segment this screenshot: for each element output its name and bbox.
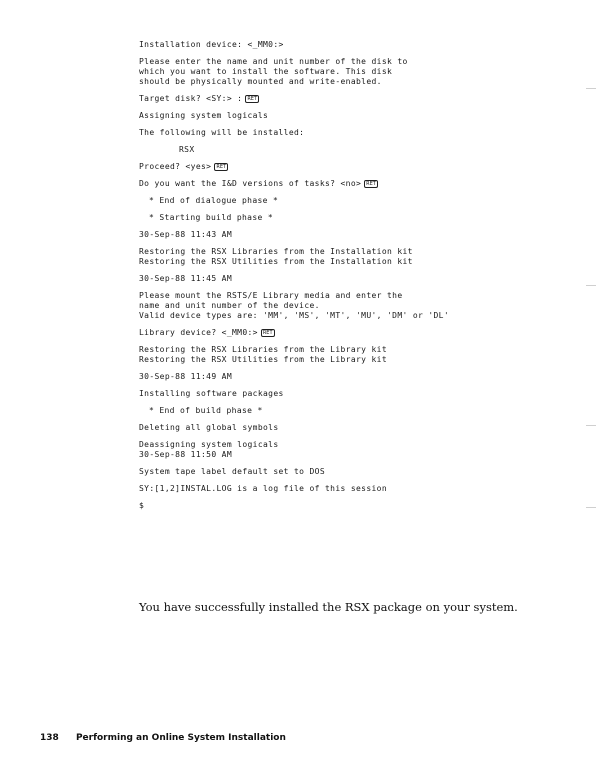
terminal-line-text: * End of build phase *: [149, 406, 263, 415]
terminal-line: [139, 389, 559, 399]
terminal-line: [139, 57, 559, 67]
terminal-line: [139, 291, 559, 301]
line-gap: [139, 206, 559, 213]
terminal-line: [139, 230, 559, 240]
terminal-line-text: Please mount the RSTS/E Library media and enter the: [139, 291, 403, 300]
terminal-line-text: Proceed? <yes>: [139, 162, 212, 171]
terminal-line-text: Installation device: <_MM0:>: [139, 40, 284, 49]
line-gap: [139, 138, 559, 145]
terminal-line: [139, 257, 559, 267]
terminal-line-text: RSX: [179, 145, 195, 154]
terminal-line: [139, 196, 559, 206]
line-gap: [139, 50, 559, 57]
terminal-line-text: The following will be installed:: [139, 128, 305, 137]
terminal-line: [139, 111, 559, 121]
terminal-line: [139, 440, 559, 450]
terminal-line-text: Valid device types are: 'MM', 'MS', 'MT', 'MU', 'DM' or 'DL': [139, 311, 449, 320]
line-gap: [139, 416, 559, 423]
terminal-line-text: Restoring the RSX Utilities from the Installation kit: [139, 257, 413, 266]
terminal-line-text: Deleting all global symbols: [139, 423, 279, 432]
terminal-line: [139, 128, 559, 138]
page-footer: [40, 733, 286, 743]
terminal-line-text: Library device? <_MM0:>: [139, 328, 258, 337]
terminal-line: [139, 162, 559, 172]
line-gap: [139, 477, 559, 484]
line-gap: [139, 382, 559, 389]
terminal-line: [139, 94, 559, 104]
terminal-line-text: Deassigning system logicals: [139, 440, 279, 449]
return-key-icon: RET: [366, 181, 376, 187]
line-gap: [139, 460, 559, 467]
terminal-transcript: [139, 40, 559, 511]
terminal-line: [139, 484, 559, 494]
terminal-line-text: which you want to install the software. This disk: [139, 67, 393, 76]
terminal-line: [139, 301, 559, 311]
terminal-line-text: 30-Sep-88 11:45 AM: [139, 274, 232, 283]
terminal-line-text: Installing software packages: [139, 389, 284, 398]
terminal-line: [139, 406, 559, 416]
line-gap: [139, 223, 559, 230]
terminal-line-text: Restoring the RSX Libraries from the Installation kit: [139, 247, 413, 256]
summary-text: You have successfully installed the RSX package on your system.: [139, 600, 518, 614]
line-gap: [139, 121, 559, 128]
terminal-line-text: $: [139, 501, 145, 510]
line-gap: [139, 494, 559, 501]
terminal-line: [139, 67, 559, 77]
footer-title: Performing an Online System Installation: [75, 733, 286, 743]
terminal-line: [139, 423, 559, 433]
terminal-line: [139, 145, 559, 155]
terminal-line-text: SY:[1,2]INSTAL.LOG is a log file of this session: [139, 484, 387, 493]
page-number: 138: [40, 733, 59, 743]
return-key-icon: RET: [262, 330, 273, 336]
line-gap: [139, 155, 559, 162]
terminal-line-text: Do you want the I&D versions of tasks? <no>: [139, 179, 362, 188]
terminal-line-text: Target disk? <SY:> :: [139, 94, 243, 103]
terminal-line: [139, 179, 559, 189]
terminal-line-text: * Starting build phase *: [149, 213, 273, 222]
line-gap: [139, 338, 559, 345]
return-key-icon: RET: [247, 96, 258, 102]
line-gap: [139, 87, 559, 94]
terminal-line: [139, 213, 559, 223]
terminal-line-text: Restoring the RSX Libraries from the Library kit: [139, 345, 387, 354]
terminal-line: [139, 372, 559, 382]
line-gap: [139, 321, 559, 328]
terminal-line-text: System tape label default set to DOS: [139, 467, 325, 476]
line-gap: [139, 172, 559, 179]
terminal-line: [139, 450, 559, 460]
margin-mark: [586, 507, 596, 508]
line-gap: [139, 399, 559, 406]
terminal-line-text: 30-Sep-88 11:49 AM: [139, 372, 232, 381]
terminal-line: [139, 274, 559, 284]
terminal-line: [139, 311, 559, 321]
terminal-line-text: Please enter the name and unit number of the disk to: [139, 57, 408, 66]
line-gap: [139, 104, 559, 111]
margin-mark: [586, 425, 596, 426]
terminal-line-text: should be physically mounted and write-enabled.: [139, 77, 382, 86]
terminal-line: [139, 355, 559, 365]
terminal-line-text: name and unit number of the device.: [139, 301, 320, 310]
terminal-line: [139, 345, 559, 355]
line-gap: [139, 189, 559, 196]
line-gap: [139, 240, 559, 247]
terminal-line: [139, 77, 559, 87]
terminal-line-text: 30-Sep-88 11:43 AM: [139, 230, 232, 239]
line-gap: [139, 284, 559, 291]
return-key-icon: RET: [216, 164, 227, 170]
margin-mark: [586, 88, 596, 89]
line-gap: [139, 267, 559, 274]
terminal-line-text: Assigning system logicals: [139, 111, 269, 120]
line-gap: [139, 433, 559, 440]
terminal-line-text: 30-Sep-88 11:50 AM: [139, 450, 232, 459]
terminal-line: [139, 467, 559, 477]
terminal-line: [139, 328, 559, 338]
terminal-line: [139, 247, 559, 257]
line-gap: [139, 365, 559, 372]
terminal-line: [139, 40, 559, 50]
margin-mark: [586, 285, 596, 286]
terminal-line-text: * End of dialogue phase *: [149, 196, 279, 205]
terminal-line-text: Restoring the RSX Utilities from the Library kit: [139, 355, 387, 364]
terminal-line: [139, 501, 559, 511]
